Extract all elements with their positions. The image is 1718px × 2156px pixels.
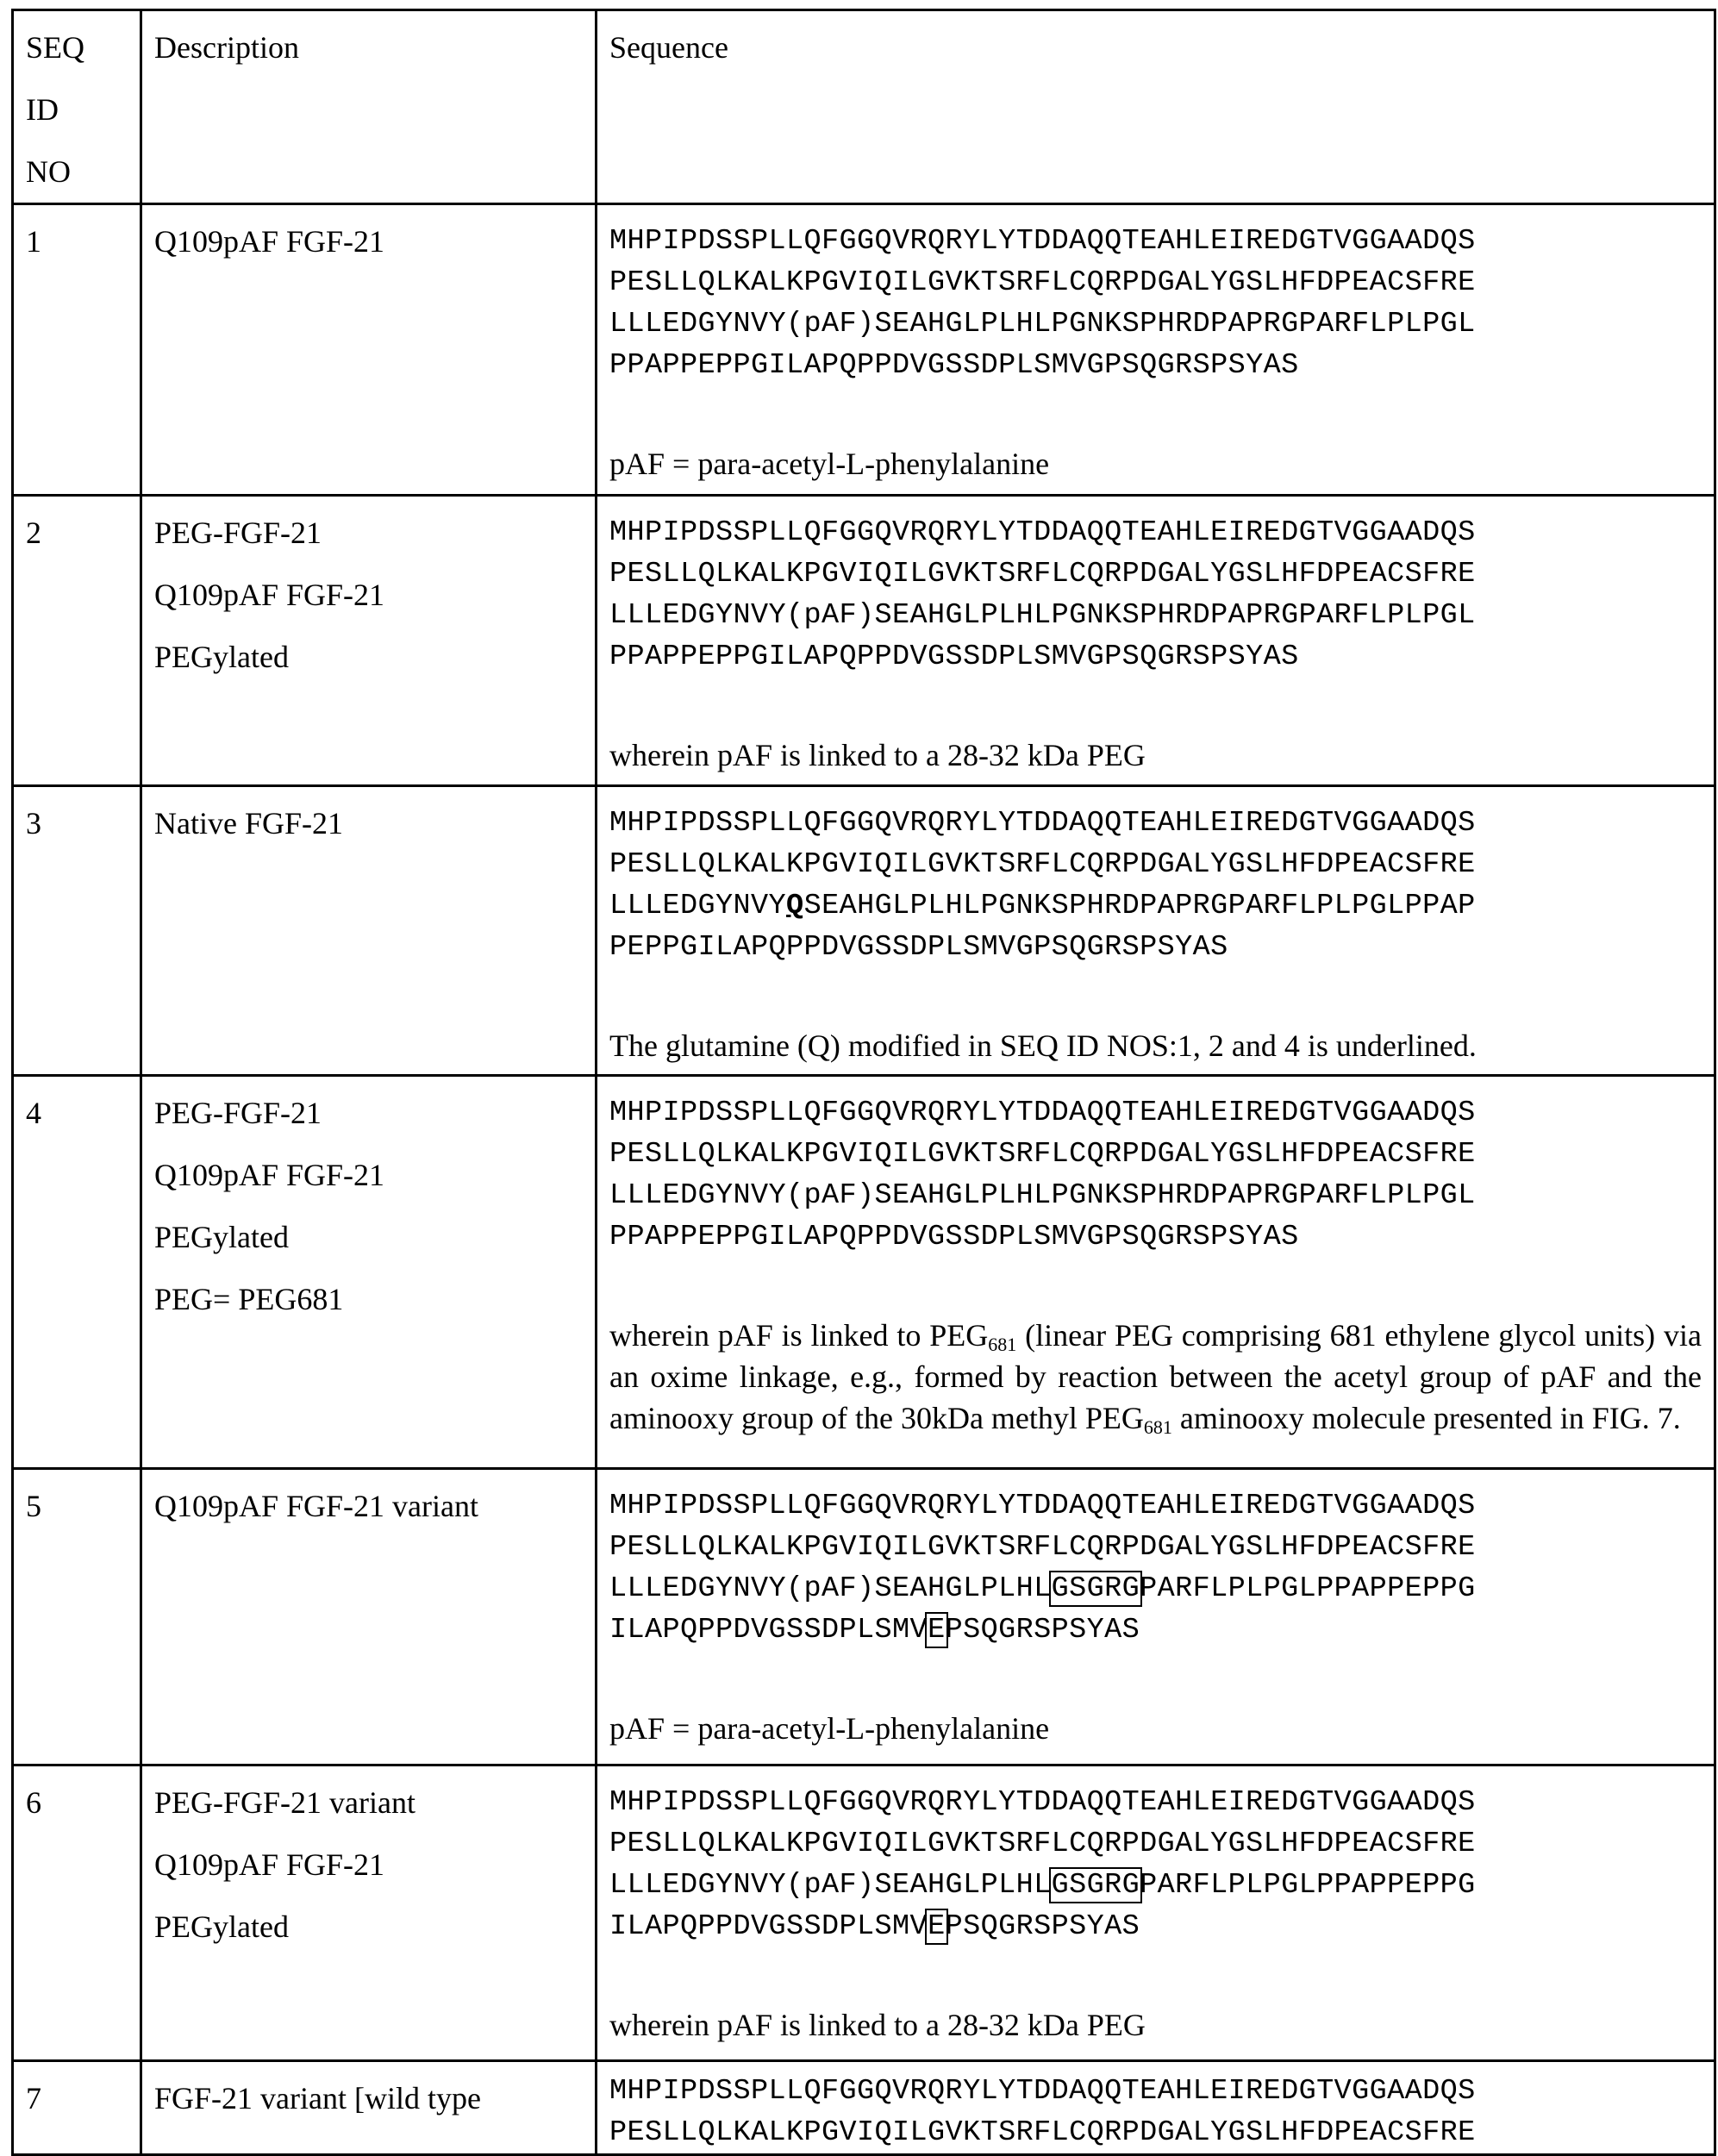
subscript: 681 [988, 1334, 1017, 1355]
sequence-segment: LLLEDGYNVY(pAF)SEAHGLPLHL [609, 1572, 1052, 1605]
sequence-line: MHPIPDSSPLLQFGGQVRQRYLYTDDAQQTEAHLEIREDGTVGGAADQS [609, 516, 1476, 549]
description-line: PEG-FGF-21 [154, 516, 322, 550]
spacer [609, 1947, 1702, 2004]
table-row [13, 1076, 1715, 1469]
description-line: PEG-FGF-21 variant [154, 1785, 415, 1820]
sequence-line [609, 885, 1702, 927]
sequence-segment: LLLEDGYNVY(pAF)SEAHGLPLHL [609, 1869, 1052, 1902]
amino-acid-sequence [609, 221, 1702, 386]
seq-id-cell: 3 [13, 786, 141, 1076]
description-line: PEG-FGF-21 [154, 1096, 322, 1130]
sequence-line: LLLEDGYNVY(pAF)SEAHGLPLHLPGNKSPHRDPAPRGPARFLPLPGL [609, 308, 1476, 341]
spacer [609, 1651, 1702, 1708]
amino-acid-sequence [609, 2071, 1702, 2153]
sequence-cell [597, 496, 1715, 786]
spacer [609, 386, 1702, 443]
sequence-cell [597, 2061, 1715, 2155]
subscript: 681 [1143, 1416, 1172, 1438]
seq-id-cell: 6 [13, 1765, 141, 2061]
amino-acid-sequence [609, 1485, 1702, 1651]
spacer [609, 968, 1702, 1025]
description-line: Native FGF-21 [154, 806, 343, 841]
sequence-note: pAF = para-acetyl-L-phenylalanine [609, 1711, 1050, 1746]
table-row [13, 786, 1715, 1076]
sequence-cell [597, 1469, 1715, 1765]
seq-id-cell: 1 [13, 204, 141, 496]
table-row [13, 204, 1715, 496]
description-cell [141, 1469, 597, 1765]
sequence-table [11, 9, 1716, 2156]
header-seq: SEQ [26, 30, 85, 65]
header-seq-id-no [13, 10, 141, 204]
description-line: PEG= PEG681 [154, 1282, 344, 1316]
description-line: Q109pAF FGF-21 [154, 578, 385, 612]
amino-acid-sequence [609, 1782, 1702, 1947]
description-cell [141, 204, 597, 496]
sequence-line: MHPIPDSSPLLQFGGQVRQRYLYTDDAQQTEAHLEIREDGTVGGAADQS [609, 225, 1476, 258]
seq-id-cell: 5 [13, 1469, 141, 1765]
table-row [13, 1469, 1715, 1765]
description-line: Q109pAF FGF-21 [154, 1847, 385, 1882]
sequence-segment: ILAPQPPDVGSSDPLSMV [609, 1910, 928, 1943]
description-line: Q109pAF FGF-21 [154, 1158, 385, 1192]
description-cell [141, 1765, 597, 2061]
sequence-line: MHPIPDSSPLLQFGGQVRQRYLYTDDAQQTEAHLEIREDGTVGGAADQS [609, 2075, 1476, 2108]
description-line: PEGylated [154, 1909, 289, 1944]
spacer [609, 1258, 1702, 1315]
sequence-line: PEPPGILAPQPPDVGSSDPLSMVGPSQGRSPSYAS [609, 931, 1228, 964]
sequence-note: The glutamine (Q) modified in SEQ ID NOS:1, 2 and 4 is underlined. [609, 1028, 1477, 1063]
sequence-segment: PARFLPLPGLPPAPPEPPG [1140, 1572, 1476, 1605]
sequence-line: MHPIPDSSPLLQFGGQVRQRYLYTDDAQQTEAHLEIREDGTVGGAADQS [609, 1490, 1476, 1522]
sequence-note: wherein pAF is linked to a 28-32 kDa PEG [609, 2008, 1146, 2042]
boxed-residue: E [925, 1612, 948, 1648]
description-line: PEGylated [154, 1220, 289, 1254]
description-cell [141, 2061, 597, 2155]
sequence-cell [597, 204, 1715, 496]
description-cell [141, 496, 597, 786]
sequence-line [609, 1568, 1702, 1609]
amino-acid-sequence [609, 803, 1702, 968]
sequence-line: LLLEDGYNVY(pAF)SEAHGLPLHLPGNKSPHRDPAPRGPARFLPLPGL [609, 1179, 1476, 1212]
seq-id-cell: 4 [13, 1076, 141, 1469]
underlined-glutamine: Q [786, 890, 804, 922]
sequence-note [609, 1315, 1702, 1439]
table-row [13, 1765, 1715, 2061]
sequence-line: PPAPPEPPGILAPQPPDVGSSDPLSMVGPSQGRSPSYAS [609, 349, 1299, 382]
sequence-line: MHPIPDSSPLLQFGGQVRQRYLYTDDAQQTEAHLEIREDGTVGGAADQS [609, 807, 1476, 840]
boxed-residues: GSGRG [1049, 1571, 1143, 1607]
description-line: PEGylated [154, 640, 289, 674]
amino-acid-sequence [609, 512, 1702, 678]
description-cell [141, 786, 597, 1076]
boxed-residues: GSGRG [1049, 1867, 1143, 1903]
sequence-line: PESLLQLKALKPGVIQILGVKTSRFLCQRPDGALYGSLHFDPEACSFRE [609, 1138, 1476, 1171]
header-sequence: Sequence [597, 10, 1715, 204]
sequence-line: LLLEDGYNVY(pAF)SEAHGLPLHLPGNKSPHRDPAPRGPARFLPLPGL [609, 599, 1476, 632]
description-cell [141, 1076, 597, 1469]
sequence-line: PESLLQLKALKPGVIQILGVKTSRFLCQRPDGALYGSLHFDPEACSFRE [609, 1828, 1476, 1860]
sequence-line: PESLLQLKALKPGVIQILGVKTSRFLCQRPDGALYGSLHFDPEACSFRE [609, 848, 1476, 881]
sequence-segment: ILAPQPPDVGSSDPLSMV [609, 1614, 928, 1647]
sequence-note: wherein pAF is linked to a 28-32 kDa PEG [609, 738, 1146, 772]
sequence-line: PESLLQLKALKPGVIQILGVKTSRFLCQRPDGALYGSLHFDPEACSFRE [609, 1531, 1476, 1564]
sequence-line [609, 1906, 1702, 1947]
sequence-cell [597, 1076, 1715, 1469]
sequence-line: MHPIPDSSPLLQFGGQVRQRYLYTDDAQQTEAHLEIREDGTVGGAADQS [609, 1786, 1476, 1819]
header-no: NO [26, 154, 71, 189]
sequence-note: pAF = para-acetyl-L-phenylalanine [609, 447, 1050, 481]
table-row [13, 496, 1715, 786]
sequence-line: MHPIPDSSPLLQFGGQVRQRYLYTDDAQQTEAHLEIREDGTVGGAADQS [609, 1097, 1476, 1129]
sequence-line: PESLLQLKALKPGVIQILGVKTSRFLCQRPDGALYGSLHFDPEACSFRE [609, 266, 1476, 299]
sequence-line [609, 1865, 1702, 1906]
table-row [13, 2061, 1715, 2155]
sequence-line: PPAPPEPPGILAPQPPDVGSSDPLSMVGPSQGRSPSYAS [609, 641, 1299, 673]
boxed-residue: E [925, 1909, 948, 1945]
description-line: FGF-21 variant [wild type [154, 2081, 481, 2115]
header-id: ID [26, 92, 59, 127]
note-text: (linear PEG comprising 681 ethylene glycol units) via an oxime linkage, e.g., formed by reaction between the acetyl group of pAF and the aminooxy group of the 30kDa methyl PEG [609, 1318, 1702, 1435]
sequence-segment: PSQGRSPSYAS [945, 1614, 1140, 1647]
sequence-segment: SEAHGLPLHLPGNKSPHRDPAPRGPARFLPLPGLPPAP [803, 890, 1476, 922]
sequence-segment: PARFLPLPGLPPAPPEPPG [1140, 1869, 1476, 1902]
sequence-segment: LLLEDGYNVY [609, 890, 787, 922]
seq-id-cell: 2 [13, 496, 141, 786]
note-text: wherein pAF is linked to PEG [609, 1318, 989, 1353]
spacer [609, 678, 1702, 734]
sequence-line: PPAPPEPPGILAPQPPDVGSSDPLSMVGPSQGRSPSYAS [609, 1221, 1299, 1253]
note-text: aminooxy molecule presented in FIG. 7. [1171, 1401, 1681, 1435]
header-description: Description [141, 10, 597, 204]
sequence-cell [597, 786, 1715, 1076]
amino-acid-sequence [609, 1092, 1702, 1258]
sequence-line: PESLLQLKALKPGVIQILGVKTSRFLCQRPDGALYGSLHFDPEACSFRE [609, 558, 1476, 591]
seq-id-cell: 7 [13, 2061, 141, 2155]
sequence-cell [597, 1765, 1715, 2061]
sequence-line [609, 1609, 1702, 1651]
sequence-segment: PSQGRSPSYAS [945, 1910, 1140, 1943]
table-header-row [13, 10, 1715, 204]
sequence-line: PESLLQLKALKPGVIQILGVKTSRFLCQRPDGALYGSLHFDPEACSFRE [609, 2116, 1476, 2149]
description-line: Q109pAF FGF-21 [154, 224, 385, 259]
description-line: Q109pAF FGF-21 variant [154, 1489, 478, 1523]
